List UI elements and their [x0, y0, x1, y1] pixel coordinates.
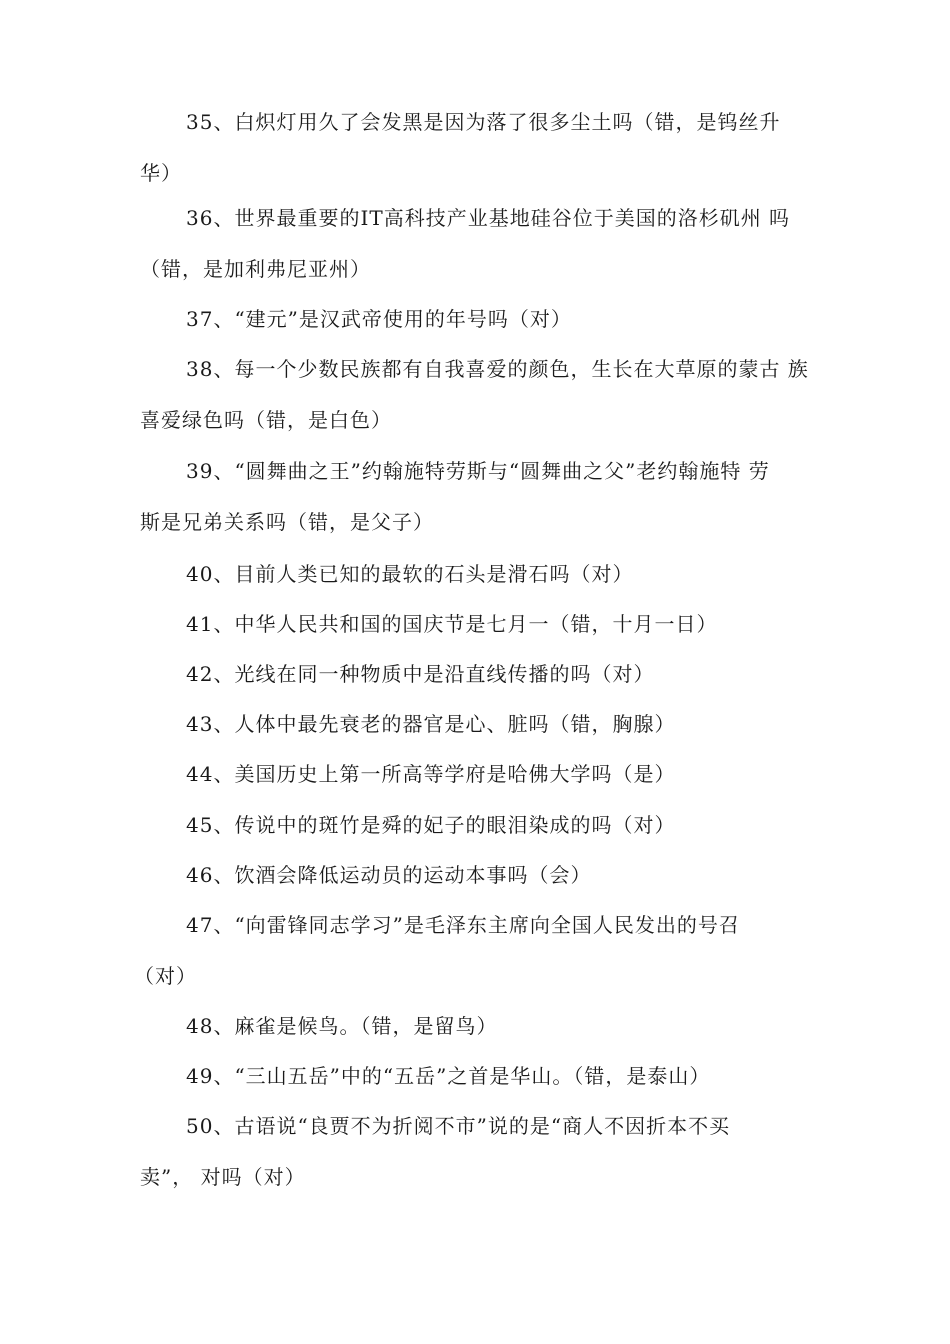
question-40 — [140, 549, 820, 600]
question-44 — [140, 749, 820, 800]
question-42-line-1: 42、光线在同一种物质中是沿直线传播的吗（对） — [186, 662, 655, 686]
question-49-line-1: 49、“三山五岳”中的“五岳”之首是华山。（错，是泰山） — [186, 1064, 711, 1088]
question-50-line-2: 卖”， 对吗（对） — [140, 1165, 306, 1189]
question-46 — [140, 850, 820, 901]
question-41-line-1: 41、中华人民共和国的国庆节是七月一（错，十月一日） — [186, 612, 718, 636]
question-37 — [140, 294, 820, 345]
question-47-line-1: 47、“向雷锋同志学习”是毛泽东主席向全国人民发出的号召 — [186, 913, 740, 937]
question-35 — [140, 97, 820, 199]
question-44-line-1: 44、美国历史上第一所高等学府是哈佛大学吗（是） — [186, 762, 676, 786]
question-47 — [134, 900, 820, 1002]
question-46-line-1: 46、饮酒会降低运动员的运动本事吗（会） — [186, 863, 592, 887]
question-38-line-1: 38、每一个少数民族都有自我喜爱的颜色，生长在大草原的蒙古 族 — [186, 357, 809, 381]
question-47-line-2: （对） — [134, 964, 197, 988]
question-45 — [140, 800, 820, 851]
question-36 — [140, 193, 820, 295]
question-48-line-1: 48、麻雀是候鸟。（错，是留鸟） — [186, 1014, 498, 1038]
question-36-line-2: （错，是加利弗尼亚州） — [140, 257, 371, 281]
question-45-line-1: 45、传说中的斑竹是舜的妃子的眼泪染成的吗（对） — [186, 813, 676, 837]
question-48 — [140, 1001, 820, 1052]
question-39 — [140, 446, 820, 548]
question-49 — [140, 1051, 820, 1102]
question-38 — [140, 344, 820, 446]
question-35-line-1: 35、白炽灯用久了会发黑是因为落了很多尘土吗（错，是钨丝升 — [186, 110, 781, 134]
question-36-line-1: 36、世界最重要的IT高科技产业基地硅谷位于美国的洛杉矶州 吗 — [186, 206, 791, 230]
question-37-line-1: 37、“建元”是汉武帝使用的年号吗（对） — [186, 307, 572, 331]
question-50 — [140, 1101, 820, 1203]
question-40-line-1: 40、目前人类已知的最软的石头是滑石吗（对） — [186, 562, 634, 586]
question-35-line-2: 华） — [140, 161, 182, 185]
question-50-line-1: 50、古语说“良贾不为折阅不市”说的是“商人不因折本不买 — [186, 1114, 731, 1138]
question-41 — [140, 599, 820, 650]
question-42 — [140, 649, 820, 700]
question-38-line-2: 喜爱绿色吗（错，是白色） — [140, 408, 392, 432]
question-39-line-1: 39、“圆舞曲之王”约翰施特劳斯与“圆舞曲之父”老约翰施特 劳 — [186, 459, 770, 483]
question-43-line-1: 43、人体中最先衰老的器官是心、脏吗（错，胸腺） — [186, 712, 676, 736]
question-39-line-2: 斯是兄弟关系吗（错，是父子） — [140, 510, 434, 534]
question-43 — [140, 699, 820, 750]
